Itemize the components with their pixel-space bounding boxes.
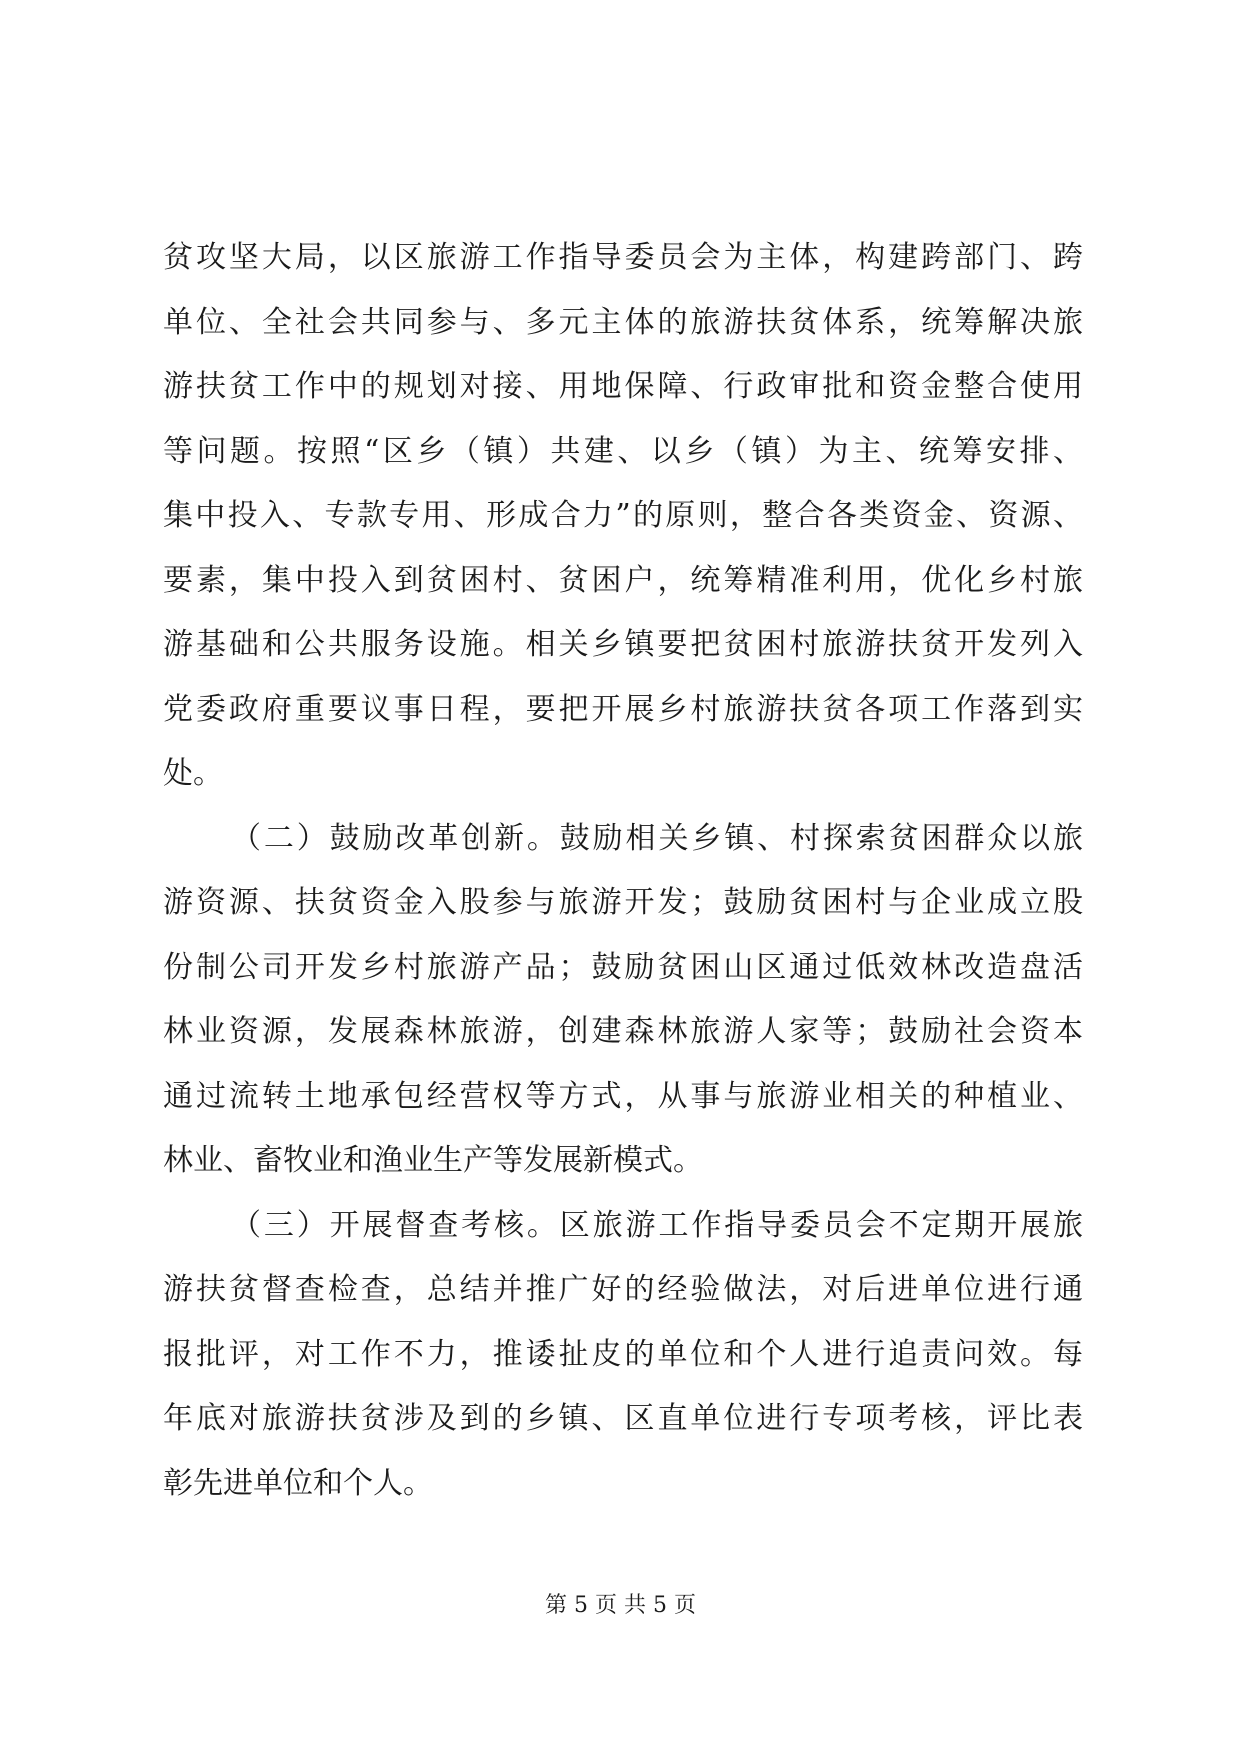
paragraph-line: 游扶贫督查检查，总结并推广好的经验做法，对后进单位进行通 [163, 1272, 1083, 1307]
paragraph-line: 彰先进单位和个人。 [163, 1465, 433, 1501]
paragraph-line: 集中投入、专款专用、形成合力”的原则，整合各类资金、资源、 [163, 498, 1083, 533]
section-heading-line: （二）鼓励改革创新。鼓励相关乡镇、村探索贫困群众以旅 [231, 820, 1083, 856]
paragraph-line: 报批评，对工作不力，推诿扯皮的单位和个人进行追责问效。每 [163, 1336, 1083, 1372]
body-text [163, 226, 1083, 1516]
paragraph-line: 林业资源，发展森林旅游，创建森林旅游人家等；鼓励社会资本 [163, 1014, 1083, 1049]
paragraph-line: 党委政府重要议事日程，要把开展乡村旅游扶贫各项工作落到实 [163, 691, 1083, 727]
paragraph-line: 通过流转土地承包经营权等方式，从事与旅游业相关的种植业、 [163, 1078, 1083, 1114]
paragraph-line: 游基础和公共服务设施。相关乡镇要把贫困村旅游扶贫开发列入 [163, 627, 1083, 662]
paragraph-line: 要素，集中投入到贫困村、贫困户，统筹精准利用，优化乡村旅 [163, 562, 1083, 598]
paragraph-line: 年底对旅游扶贫涉及到的乡镇、区直单位进行专项考核，评比表 [163, 1401, 1083, 1436]
section-heading-line: （三）开展督查考核。区旅游工作指导委员会不定期开展旅 [231, 1207, 1083, 1243]
paragraph-line: 单位、全社会共同参与、多元主体的旅游扶贫体系，统筹解决旅 [163, 304, 1083, 340]
paragraph-line: 游资源、扶贫资金入股参与旅游开发；鼓励贫困村与企业成立股 [163, 885, 1083, 920]
paragraph-line: 份制公司开发乡村旅游产品；鼓励贫困山区通过低效林改造盘活 [163, 949, 1083, 985]
paragraph-line: 等问题。按照“区乡（镇）共建、以乡（镇）为主、统筹安排、 [163, 433, 1083, 469]
paragraph-line: 林业、畜牧业和渔业生产等发展新模式。 [163, 1143, 703, 1178]
page-number-footer: 第 5 页 共 5 页 [545, 1593, 696, 1618]
paragraph-line: 处。 [163, 756, 223, 791]
paragraph-line: 贫攻坚大局，以区旅游工作指导委员会为主体，构建跨部门、跨 [163, 240, 1083, 275]
paragraph-line: 游扶贫工作中的规划对接、用地保障、行政审批和资金整合使用 [163, 369, 1083, 404]
